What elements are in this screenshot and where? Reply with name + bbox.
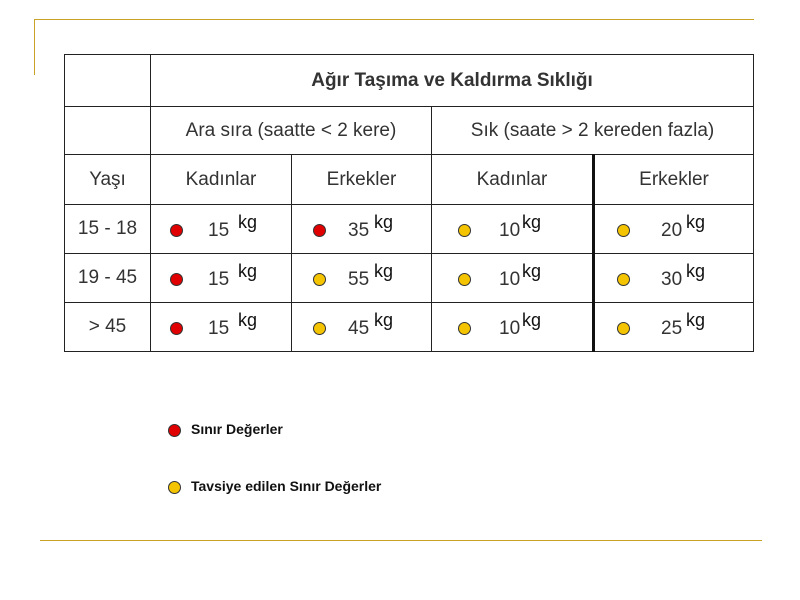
table-row	[65, 205, 754, 254]
weight-value: 20	[661, 220, 683, 241]
corner-cell	[65, 55, 151, 107]
weight-value: 55	[348, 269, 370, 290]
weight-value: 15	[208, 318, 230, 339]
weight-unit: kg	[686, 310, 706, 330]
weight-value: 10	[499, 220, 521, 241]
weight-unit: kg	[522, 212, 542, 232]
weight-unit: kg	[374, 261, 394, 281]
legend-recommended-label: Tavsiye edilen Sınır Değerler	[191, 478, 382, 494]
yellow-dot-icon	[313, 273, 326, 286]
yellow-dot-icon	[458, 273, 471, 286]
weight-unit: kg	[238, 310, 258, 330]
weight-unit: kg	[374, 212, 394, 232]
weight-unit: kg	[522, 261, 542, 281]
top-accent-line	[34, 19, 754, 20]
title-row	[65, 55, 754, 107]
frequent-header: Sık (saate > 2 kereden fazla)	[432, 107, 754, 155]
weight-limit-cell	[292, 205, 432, 254]
red-dot-icon	[170, 273, 183, 286]
corner-cell	[65, 107, 151, 155]
yellow-dot-icon	[458, 224, 471, 237]
yellow-dot-icon	[617, 273, 630, 286]
weight-limit-cell	[594, 205, 754, 254]
yellow-dot-icon	[458, 322, 471, 335]
weight-value: 15	[208, 269, 230, 290]
frequency-row	[65, 107, 754, 155]
red-dot-icon	[313, 224, 326, 237]
weight-value: 10	[499, 318, 521, 339]
yellow-dot-icon	[313, 322, 326, 335]
age-range-cell: 19 - 45	[65, 254, 151, 303]
weight-limit-cell	[151, 254, 292, 303]
table-title: Ağır Taşıma ve Kaldırma Sıklığı	[151, 55, 754, 107]
weight-limit-cell	[151, 303, 292, 352]
weight-value: 15	[208, 220, 230, 241]
weight-value: 45	[348, 318, 370, 339]
men-occasional-header: Erkekler	[292, 155, 432, 205]
table-row	[65, 303, 754, 352]
weight-unit: kg	[686, 261, 706, 281]
weight-unit: kg	[522, 310, 542, 330]
weight-unit: kg	[238, 261, 258, 281]
weight-limit-cell	[432, 205, 594, 254]
yellow-dot-icon	[617, 322, 630, 335]
weight-value: 25	[661, 318, 683, 339]
weight-value: 10	[499, 269, 521, 290]
women-frequent-header: Kadınlar	[432, 155, 594, 205]
legend-limit-label: Sınır Değerler	[191, 421, 283, 437]
table-row	[65, 254, 754, 303]
column-header-row	[65, 155, 754, 205]
yellow-dot-icon	[168, 481, 181, 494]
age-range-cell: 15 - 18	[65, 205, 151, 254]
left-accent-line	[34, 19, 35, 75]
red-dot-icon	[168, 424, 181, 437]
weight-limit-cell	[151, 205, 292, 254]
weight-unit: kg	[686, 212, 706, 232]
lifting-limits-table	[64, 54, 754, 352]
age-header: Yaşı	[65, 155, 151, 205]
red-dot-icon	[170, 322, 183, 335]
weight-limit-cell	[292, 303, 432, 352]
weight-value: 30	[661, 269, 683, 290]
men-frequent-header: Erkekler	[594, 155, 754, 205]
red-dot-icon	[170, 224, 183, 237]
weight-value: 35	[348, 220, 370, 241]
weight-unit: kg	[238, 212, 258, 232]
age-range-cell: > 45	[65, 303, 151, 352]
occasional-header: Ara sıra (saatte < 2 kere)	[151, 107, 432, 155]
weight-limit-cell	[594, 303, 754, 352]
weight-limit-cell	[594, 254, 754, 303]
women-occasional-header: Kadınlar	[151, 155, 292, 205]
bottom-accent-line	[40, 540, 762, 541]
yellow-dot-icon	[617, 224, 630, 237]
weight-limit-cell	[432, 254, 594, 303]
weight-unit: kg	[374, 310, 394, 330]
weight-limit-cell	[432, 303, 594, 352]
weight-limit-cell	[292, 254, 432, 303]
